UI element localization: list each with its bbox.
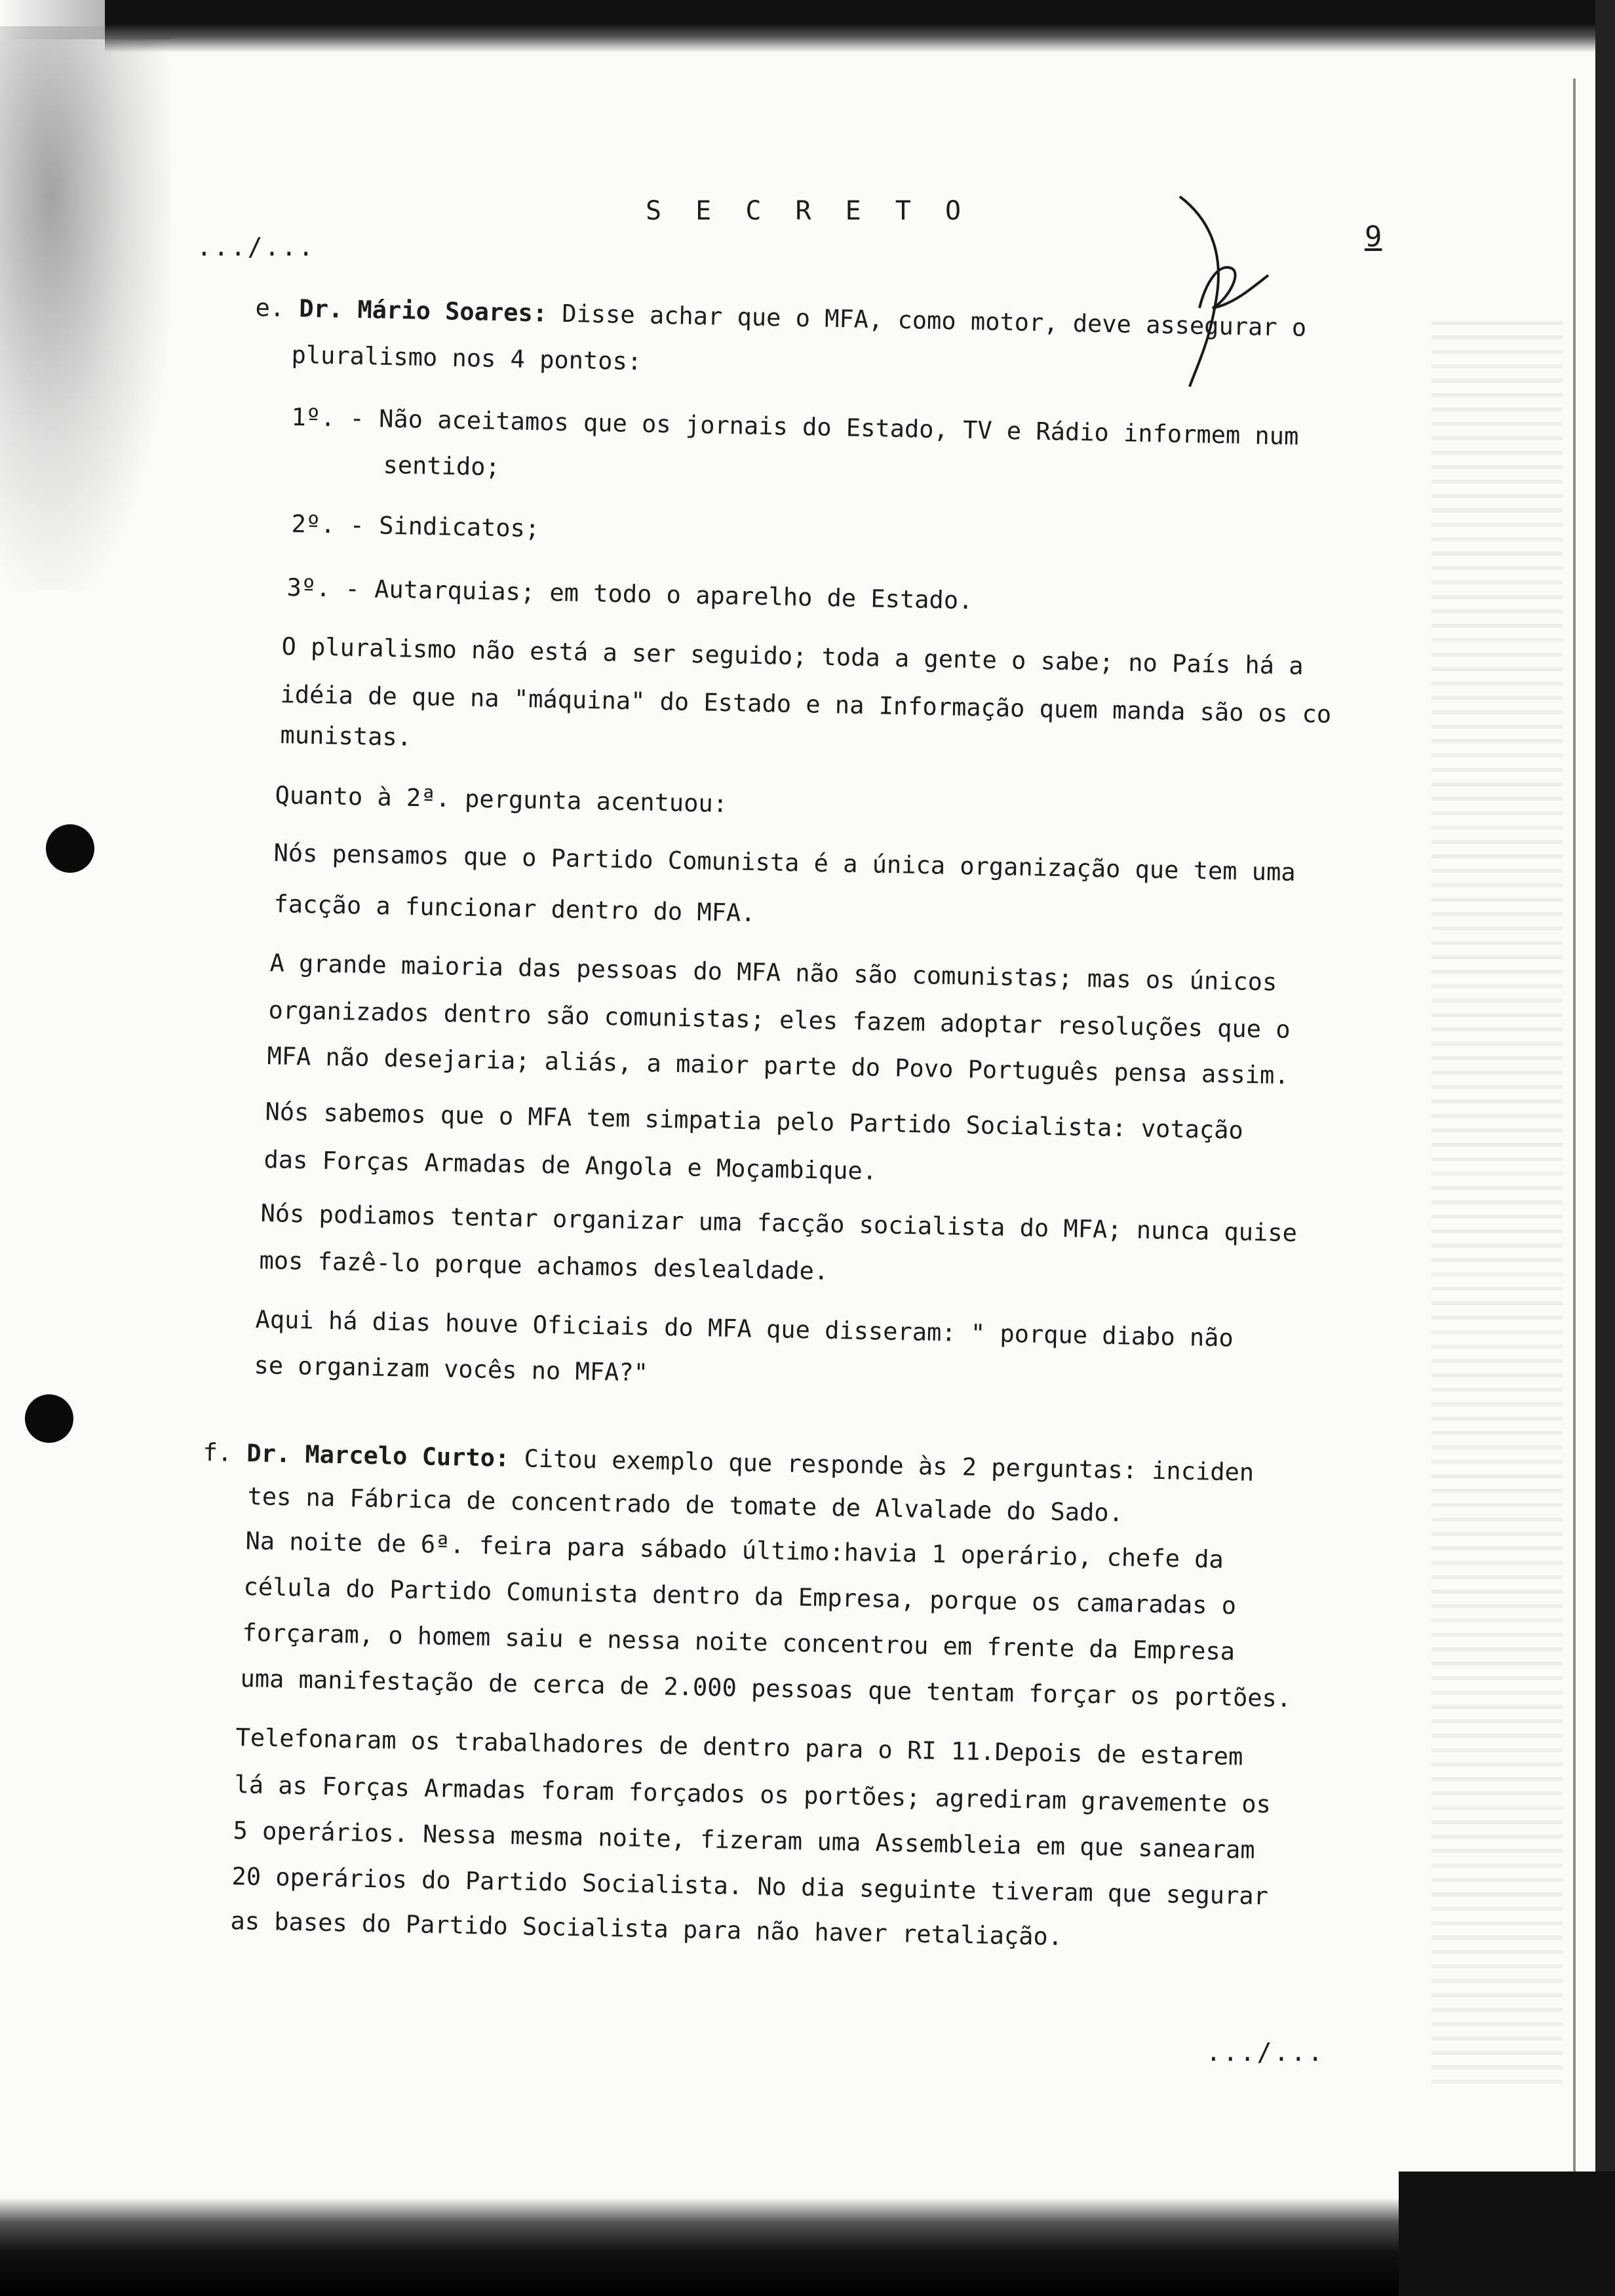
text-line: O pluralismo não está a ser seguido; toda a gente o sabe; no País há a: [281, 632, 1304, 680]
text-line: MFA não desejaria; aliás, a maior parte do Povo Português pensa assim.: [267, 1042, 1290, 1090]
text-line: Aqui há dias houve Oficiais do MFA que disseram: " porque diabo não: [255, 1305, 1234, 1352]
text-line: mos fazê-lo porque achamos deslealdade.: [259, 1246, 829, 1286]
text-line: A grande maioria das pessoas do MFA não são comunistas; mas os únicos: [269, 949, 1277, 997]
scan-edge-bottom: [0, 2198, 1615, 2296]
page-border-line: [1573, 79, 1576, 2241]
punch-hole: [25, 1394, 73, 1443]
text-line: forçaram, o homem saiu e nessa noite concentrou em frente da Empresa: [242, 1618, 1236, 1666]
continuation-marker: .../...: [197, 233, 316, 261]
text-line: uma manifestação de cerca de 2.000 pessoas que tentam forçar os portões.: [240, 1664, 1292, 1713]
scan-edge-right: [1595, 0, 1615, 2296]
text-line: munistas.: [280, 721, 412, 752]
section-marker: e.: [255, 294, 285, 322]
text-line: Quanto à 2ª. pergunta acentuou:: [275, 781, 728, 818]
page-number: 9: [1365, 220, 1382, 254]
text-span: Citou exemplo que responde às 2 perguntas: inciden: [524, 1444, 1255, 1487]
punch-hole: [46, 824, 94, 873]
text-line: as bases do Partido Socialista para não haver retaliação.: [230, 1907, 1063, 1951]
list-item: 2º. - Sindicatos;: [291, 510, 540, 543]
text-line: 20 operários do Partido Socialista. No dia seguinte tiveram que segurar: [231, 1862, 1269, 1911]
text-line: 5 operários. Nessa mesma noite, fizeram uma Assembleia em que sanearam: [233, 1816, 1256, 1864]
text-line: se organizam vocês no MFA?": [254, 1351, 649, 1387]
section-e-line-1: [255, 294, 1306, 343]
list-item: 3º. - Autarquias; em todo o aparelho de Estado.: [286, 573, 973, 615]
text-line: célula do Partido Comunista dentro da Empresa, porque os camaradas o: [243, 1573, 1237, 1620]
text-line: Nós podiamos tentar organizar uma facção socialista do MFA; nunca quise: [260, 1199, 1298, 1248]
text-line: Na noite de 6ª. feira para sábado último:havia 1 operário, chefe da: [245, 1527, 1224, 1574]
speaker-name: Dr. Mário Soares:: [299, 294, 548, 328]
scan-edge-top: [105, 0, 1615, 52]
text-line: organizados dentro são comunistas; eles fazem adoptar resoluções que o: [268, 996, 1291, 1044]
text-line: Nós sabemos que o MFA tem simpatia pelo Partido Socialista: votação: [265, 1098, 1244, 1145]
scan-smudge: [0, 26, 170, 590]
classification-header: S E C R E T O: [646, 196, 971, 226]
text-line: lá as Forças Armadas foram forçados os portões; agrediram gravemente os: [234, 1770, 1272, 1819]
text-line: tes na Fábrica de concentrado de tomate de Alvalade do Sado.: [247, 1482, 1124, 1527]
section-marker: f.: [203, 1438, 233, 1467]
scan-speckle: [1431, 315, 1563, 2084]
continuation-marker-bottom: .../...: [1206, 2038, 1325, 2067]
list-item: 1º. - Não aceitamos que os jornais do Estado, TV e Rádio informem num: [291, 403, 1299, 451]
text-line: idéia de que na "máquina" do Estado e na Informação quem manda são os co: [280, 680, 1332, 729]
text-line: facção a funcionar dentro do MFA.: [273, 890, 756, 928]
text-line: das Forças Armadas de Angola e Moçambique.: [263, 1145, 878, 1185]
section-f-line-1: [203, 1438, 1254, 1487]
text-line: Telefonaram os trabalhadores de dentro para o RI 11.Depois de estarem: [235, 1723, 1243, 1771]
handwritten-initials: [1154, 190, 1311, 400]
text-line: pluralismo nos 4 pontos:: [291, 341, 642, 376]
text-span: Disse achar que o MFA, como motor, deve assegurar o: [561, 299, 1307, 342]
scan-edge-corner: [1399, 2172, 1615, 2296]
text-line: sentido;: [383, 451, 501, 482]
speaker-name: Dr. Marcelo Curto:: [246, 1439, 510, 1472]
text-line: Nós pensamos que o Partido Comunista é a única organização que tem uma: [273, 839, 1296, 887]
